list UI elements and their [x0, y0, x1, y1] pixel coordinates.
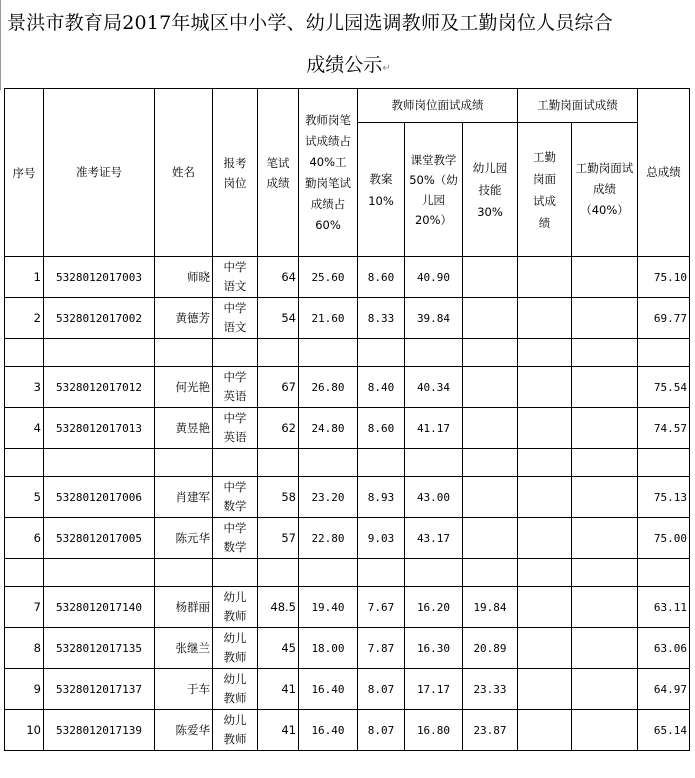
title-line-2: 成绩公示↵: [306, 54, 391, 76]
cell-classroom: 17.17: [405, 669, 463, 710]
score-table: [4, 88, 690, 751]
cell-kindergarten-skill: [463, 257, 518, 298]
spacer-cell: [463, 339, 518, 367]
cell-written: 41: [258, 710, 299, 751]
cell-kindergarten-skill: [463, 477, 518, 518]
cell-written: 67: [258, 367, 299, 408]
spacer-cell: [463, 559, 518, 587]
cell-total: 65.14: [638, 710, 690, 751]
table-row: [5, 518, 690, 559]
header-written-pct: 教师岗笔试成绩占40%工勤岗笔试成绩占60%: [299, 89, 358, 257]
table-row: [5, 408, 690, 449]
cell-lesson-plan: 8.07: [358, 669, 405, 710]
cell-position: 中学英语: [213, 408, 258, 449]
cell-written-pct: 26.80: [299, 367, 358, 408]
spacer-cell: [155, 449, 213, 477]
cell-written: 64: [258, 257, 299, 298]
cell-position: 中学数学: [213, 518, 258, 559]
cell-total: 75.54: [638, 367, 690, 408]
cell-total: 64.97: [638, 669, 690, 710]
header-total: 总成绩: [638, 89, 690, 257]
table-row: [5, 587, 690, 628]
cell-worker-score: [518, 518, 572, 559]
cell-kindergarten-skill: 23.33: [463, 669, 518, 710]
cell-classroom: 16.30: [405, 628, 463, 669]
cell-classroom: 41.17: [405, 408, 463, 449]
header-lesson-plan: 教案10%: [358, 123, 405, 257]
cell-seq: 1: [5, 257, 44, 298]
cell-lesson-plan: 8.33: [358, 298, 405, 339]
spacer-cell: [518, 559, 572, 587]
spacer-cell: [572, 559, 638, 587]
document-title: [0, 0, 695, 90]
cell-classroom: 39.84: [405, 298, 463, 339]
cell-written: 48.5: [258, 587, 299, 628]
cell-written: 58: [258, 477, 299, 518]
cell-position: 中学数学: [213, 477, 258, 518]
header-seq: 序号: [5, 89, 44, 257]
table-row: [5, 669, 690, 710]
cell-name: 陈爱华: [155, 710, 213, 751]
cell-total: 74.57: [638, 408, 690, 449]
header-name: 姓名: [155, 89, 213, 257]
cell-lesson-plan: 7.87: [358, 628, 405, 669]
cell-seq: 5: [5, 477, 44, 518]
cell-exam-no: 5328012017005: [44, 518, 155, 559]
cell-worker-pct: [572, 518, 638, 559]
spacer-cell: [358, 339, 405, 367]
cell-worker-score: [518, 408, 572, 449]
cell-lesson-plan: 8.07: [358, 710, 405, 751]
cell-total: 63.06: [638, 628, 690, 669]
spacer-cell: [5, 449, 44, 477]
cell-worker-score: [518, 669, 572, 710]
cell-position: 幼儿教师: [213, 669, 258, 710]
cell-position: 中学英语: [213, 367, 258, 408]
spacer-cell: [299, 559, 358, 587]
cell-name: 何光艳: [155, 367, 213, 408]
cell-worker-score: [518, 257, 572, 298]
header-worker-pct: 工勤岗面试成绩（40%）: [572, 123, 638, 257]
cell-classroom: 40.34: [405, 367, 463, 408]
cell-worker-pct: [572, 367, 638, 408]
cell-position: 幼儿教师: [213, 710, 258, 751]
cell-seq: 3: [5, 367, 44, 408]
header-exam-no: 准考证号: [44, 89, 155, 257]
cell-written-pct: 25.60: [299, 257, 358, 298]
cell-name: 于车: [155, 669, 213, 710]
cell-seq: 6: [5, 518, 44, 559]
table-row: [5, 710, 690, 751]
cell-kindergarten-skill: 20.89: [463, 628, 518, 669]
cell-worker-score: [518, 628, 572, 669]
cell-name: 肖建军: [155, 477, 213, 518]
spacer-cell: [638, 449, 690, 477]
cell-name: 陈元华: [155, 518, 213, 559]
cell-exam-no: 5328012017006: [44, 477, 155, 518]
cell-written-pct: 21.60: [299, 298, 358, 339]
cell-written: 54: [258, 298, 299, 339]
cell-total: 75.10: [638, 257, 690, 298]
cell-written-pct: 16.40: [299, 710, 358, 751]
cell-written-pct: 23.20: [299, 477, 358, 518]
spacer-cell: [213, 449, 258, 477]
spacer-cell: [258, 339, 299, 367]
header-kindergarten-skill: 幼儿园技能30%: [463, 123, 518, 257]
cell-total: 63.11: [638, 587, 690, 628]
spacer-cell: [44, 449, 155, 477]
header-position: 报考岗位: [213, 89, 258, 257]
cell-worker-score: [518, 477, 572, 518]
cell-total: 69.77: [638, 298, 690, 339]
table-row: [5, 298, 690, 339]
cell-seq: 10: [5, 710, 44, 751]
spacer-cell: [518, 339, 572, 367]
spacer-cell: [44, 339, 155, 367]
header-written: 笔试成绩: [258, 89, 299, 257]
spacer-cell: [258, 449, 299, 477]
cell-position: 幼儿教师: [213, 628, 258, 669]
cell-written: 45: [258, 628, 299, 669]
cell-lesson-plan: 8.40: [358, 367, 405, 408]
cell-position: 中学语文: [213, 298, 258, 339]
cell-lesson-plan: 8.60: [358, 408, 405, 449]
cell-worker-score: [518, 367, 572, 408]
cell-kindergarten-skill: 19.84: [463, 587, 518, 628]
spacer-cell: [5, 339, 44, 367]
spacer-cell: [638, 559, 690, 587]
cell-written-pct: 22.80: [299, 518, 358, 559]
spacer-row: [5, 339, 690, 367]
spacer-cell: [155, 339, 213, 367]
cell-seq: 7: [5, 587, 44, 628]
spacer-cell: [299, 449, 358, 477]
cell-classroom: 16.80: [405, 710, 463, 751]
cell-total: 75.00: [638, 518, 690, 559]
cell-written: 62: [258, 408, 299, 449]
cell-worker-pct: [572, 477, 638, 518]
cell-kindergarten-skill: [463, 298, 518, 339]
cell-exam-no: 5328012017140: [44, 587, 155, 628]
cell-worker-score: [518, 710, 572, 751]
cell-written-pct: 24.80: [299, 408, 358, 449]
cell-classroom: 40.90: [405, 257, 463, 298]
cell-written: 41: [258, 669, 299, 710]
cell-lesson-plan: 7.67: [358, 587, 405, 628]
cell-classroom: 16.20: [405, 587, 463, 628]
cell-seq: 9: [5, 669, 44, 710]
spacer-cell: [358, 559, 405, 587]
table-row: [5, 628, 690, 669]
cell-seq: 2: [5, 298, 44, 339]
table-row: [5, 257, 690, 298]
table-row: [5, 367, 690, 408]
cell-kindergarten-skill: [463, 518, 518, 559]
cell-position: 幼儿教师: [213, 587, 258, 628]
cell-classroom: 43.17: [405, 518, 463, 559]
cell-seq: 8: [5, 628, 44, 669]
cell-worker-pct: [572, 628, 638, 669]
spacer-cell: [258, 559, 299, 587]
spacer-cell: [299, 339, 358, 367]
cell-exam-no: 5328012017002: [44, 298, 155, 339]
spacer-cell: [518, 449, 572, 477]
cell-written-pct: 16.40: [299, 669, 358, 710]
spacer-cell: [213, 339, 258, 367]
cell-exam-no: 5328012017013: [44, 408, 155, 449]
table-row: [5, 477, 690, 518]
spacer-cell: [405, 339, 463, 367]
cell-worker-pct: [572, 408, 638, 449]
cell-name: 师晓: [155, 257, 213, 298]
cell-name: 张继兰: [155, 628, 213, 669]
cell-worker-pct: [572, 298, 638, 339]
cell-lesson-plan: 8.93: [358, 477, 405, 518]
cell-written-pct: 19.40: [299, 587, 358, 628]
cell-worker-pct: [572, 257, 638, 298]
cell-name: 黄昱艳: [155, 408, 213, 449]
spacer-cell: [405, 449, 463, 477]
spacer-row: [5, 559, 690, 587]
title-line-1: 景洪市教育局2017年城区中小学、幼儿园选调教师及工勤岗位人员综合: [7, 12, 613, 34]
cell-written-pct: 18.00: [299, 628, 358, 669]
cell-name: 黄德芳: [155, 298, 213, 339]
header-worker-interview: 工勤岗面试成绩: [518, 89, 638, 123]
spacer-cell: [155, 559, 213, 587]
cell-exam-no: 5328012017003: [44, 257, 155, 298]
header-classroom: 课堂教学50%（幼儿园20%）: [405, 123, 463, 257]
cell-classroom: 43.00: [405, 477, 463, 518]
cell-worker-pct: [572, 669, 638, 710]
cell-exam-no: 5328012017012: [44, 367, 155, 408]
cell-kindergarten-skill: [463, 408, 518, 449]
spacer-cell: [44, 559, 155, 587]
cell-name: 杨群丽: [155, 587, 213, 628]
cell-seq: 4: [5, 408, 44, 449]
spacer-cell: [572, 449, 638, 477]
spacer-cell: [572, 339, 638, 367]
spacer-cell: [405, 559, 463, 587]
cell-position: 中学语文: [213, 257, 258, 298]
spacer-row: [5, 449, 690, 477]
cell-total: 75.13: [638, 477, 690, 518]
header-worker-score: 工勤岗面试成绩: [518, 123, 572, 257]
cell-written: 57: [258, 518, 299, 559]
spacer-cell: [213, 559, 258, 587]
cell-lesson-plan: 8.60: [358, 257, 405, 298]
cell-worker-pct: [572, 587, 638, 628]
cell-worker-pct: [572, 710, 638, 751]
header-teacher-interview: 教师岗位面试成绩: [358, 89, 518, 123]
cell-worker-score: [518, 587, 572, 628]
cell-exam-no: 5328012017137: [44, 669, 155, 710]
cell-worker-score: [518, 298, 572, 339]
spacer-cell: [358, 449, 405, 477]
cell-exam-no: 5328012017139: [44, 710, 155, 751]
cell-exam-no: 5328012017135: [44, 628, 155, 669]
cell-kindergarten-skill: 23.87: [463, 710, 518, 751]
spacer-cell: [463, 449, 518, 477]
cell-kindergarten-skill: [463, 367, 518, 408]
cell-lesson-plan: 9.03: [358, 518, 405, 559]
spacer-cell: [5, 559, 44, 587]
spacer-cell: [638, 339, 690, 367]
